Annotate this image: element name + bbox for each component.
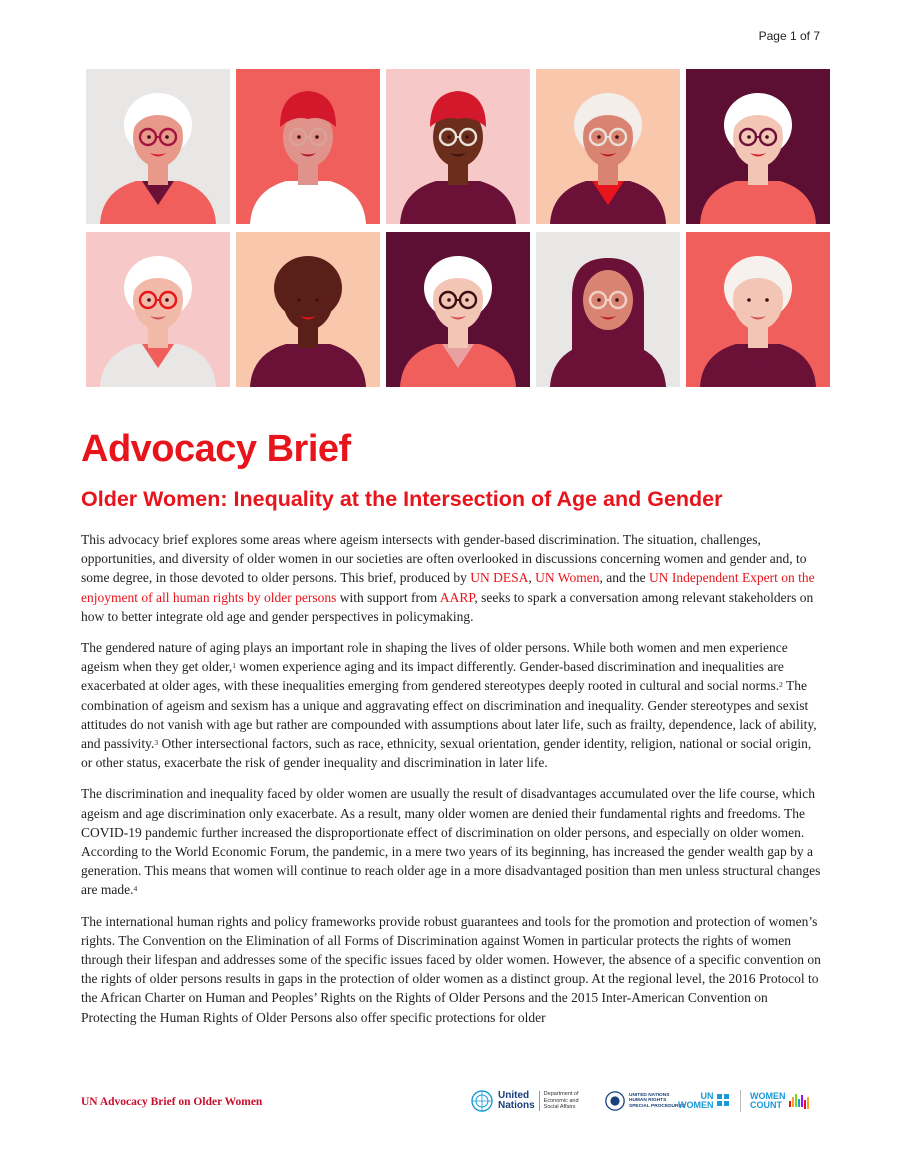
portrait-illustration — [86, 232, 230, 387]
portrait-illustration — [236, 232, 380, 387]
footnote-ref-2[interactable]: 2 — [779, 680, 783, 690]
link-un-independent-expert[interactable]: UN Independent Expert on the enjoyment of all human rights by older persons — [81, 570, 815, 605]
document-title: Advocacy Brief — [81, 428, 351, 470]
portrait-8 — [386, 232, 530, 387]
ohchr-logo — [604, 1086, 685, 1116]
desa-text-line: Economic and — [543, 1097, 579, 1104]
portrait-9 — [536, 232, 680, 387]
partner-logos — [470, 1086, 820, 1116]
document-subtitle: Older Women: Inequality at the Intersection of Age and Gender — [81, 487, 723, 511]
text-run: Other intersectional factors, such as race, ethnicity, sexual orientation, gender identity, religion, national or social origin, or other status, exacerbate the risk of gender inequality and discrimination in later life. — [81, 736, 812, 771]
text-run: The combination of ageism and sexism has a unique and aggravating effect on discrimination and inequality. Gender stereotypes and sexist attitudes do not vanish with age but rather are compounded with assumptions about later life, such as frailty, dependence, lack of ability, and passivity. — [81, 678, 817, 752]
portrait-10 — [686, 232, 830, 387]
desa-text-line: Department of — [543, 1091, 579, 1098]
footnote-ref-4[interactable]: 4 — [133, 884, 138, 894]
text-run: The international human rights and policy frameworks provide robust guarantees and tools for the promotion and protection of women’s rights. The Convention on the Elimination of all Forms of Discrimination against Women in particular protects the rights of women through their lifespan and addresses some of the specific issues faced by older women. However, the absence of a specific convention on the rights of older persons results in gaps in the protection of older women as a distinct group. At the regional level, the 2016 Protocol to the African Charter on Human and Peoples’ Rights on the Rights of Older Persons and the 2015 Inter-American Convention on Protecting the Human Rights of Older Persons also offer specific protections for older — [81, 913, 821, 1025]
body-text — [81, 530, 821, 1039]
women-count-logo — [750, 1086, 812, 1116]
ohchr-text-line: UNITED NATIONS — [629, 1093, 670, 1099]
wc-text-line: WOMEN — [750, 1091, 786, 1101]
un-text-line: United — [498, 1090, 530, 1101]
portrait-5 — [686, 69, 830, 224]
portrait-6 — [86, 232, 230, 387]
portrait-illustration — [86, 69, 230, 224]
desa-text-line: Social Affairs — [543, 1104, 576, 1111]
portrait-illustration — [386, 232, 530, 387]
text-run: The gendered nature of aging plays an important role in shaping the lives of older persons. While both women and men experience ageism when they get older, — [81, 640, 788, 675]
ohchr-text-line: SPECIAL PROCEDURES — [629, 1103, 685, 1109]
link-aarp[interactable]: AARP — [439, 589, 475, 605]
bar-chart-icon — [788, 1091, 812, 1111]
portrait-3 — [386, 69, 530, 224]
un-emblem-icon — [470, 1089, 494, 1113]
paragraph-1 — [81, 530, 821, 626]
text-run: , — [528, 570, 536, 586]
un-desa-logo — [470, 1086, 579, 1116]
unwomen-text-line: WOMEN — [678, 1100, 714, 1110]
logo-divider — [740, 1090, 741, 1112]
portrait-illustration — [386, 69, 530, 224]
text-run: This advocacy brief explores some areas where ageism intersects with gender-based discrimination. The situation, challenges, opportunities, and diversity of older women in our societies are often overlooked in discussions concerning women and gender and, to some degree, in those devoted to older persons. This brief, produced by — [81, 532, 807, 586]
un-women-emblem-icon — [716, 1092, 730, 1110]
portrait-illustration — [536, 232, 680, 387]
portrait-2 — [236, 69, 380, 224]
wc-text-line: COUNT — [750, 1100, 782, 1110]
text-run: , seeks to spark a conversation among relevant stakeholders on how to better integrate old age and gender perspectives in policymaking. — [81, 589, 814, 624]
text-run: , and the — [599, 570, 649, 586]
text-run: The discrimination and inequality faced by older women are usually the result of disadvantages accumulated over the life course, which ageism and age discrimination only exacerbate. As a result, many older women are denied their fundamental rights and freedoms. The COVID-19 pandemic further increased the disproportionate effect of discrimination on older persons, and especially on older women. According to the World Economic Forum, the pandemic, in a mere two years of its beginning, has increased the gender wealth gap by a generation. This means that women will continue to reach older age in a more disadvantaged position than men unless structural changes are made. — [81, 786, 821, 898]
un-emblem-icon — [604, 1090, 626, 1112]
footnote-ref-1[interactable]: 1 — [232, 661, 237, 671]
text-run: with support from — [336, 589, 440, 605]
portrait-4 — [536, 69, 680, 224]
un-text-line: Nations — [498, 1100, 535, 1111]
portrait-7 — [236, 232, 380, 387]
unwomen-text-line: UN — [700, 1091, 714, 1101]
text-run: women experience aging and its impact differently. Gender-based discrimination and inequalities are exacerbated at older ages, with these inequalities emerging from gendered stereotypes deeply rooted in cultural and social norms. — [81, 659, 784, 694]
footnote-ref-3[interactable]: 3 — [154, 738, 159, 748]
link-un-women[interactable]: UN Women — [535, 570, 600, 586]
link-un-desa[interactable]: UN DESA — [470, 570, 529, 586]
footer-label: UN Advocacy Brief on Older Women — [81, 1096, 263, 1108]
page-number: Page 1 of 7 — [758, 29, 820, 43]
un-women-logo — [678, 1086, 730, 1116]
portrait-illustration — [536, 69, 680, 224]
portrait-illustration — [236, 69, 380, 224]
portrait-grid — [86, 69, 830, 387]
portrait-1 — [86, 69, 230, 224]
ohchr-text-line: HUMAN RIGHTS — [629, 1098, 667, 1104]
paragraph-3 — [81, 784, 821, 899]
portrait-illustration — [686, 232, 830, 387]
paragraph-2 — [81, 638, 821, 772]
portrait-illustration — [686, 69, 830, 224]
paragraph-4 — [81, 912, 821, 1027]
